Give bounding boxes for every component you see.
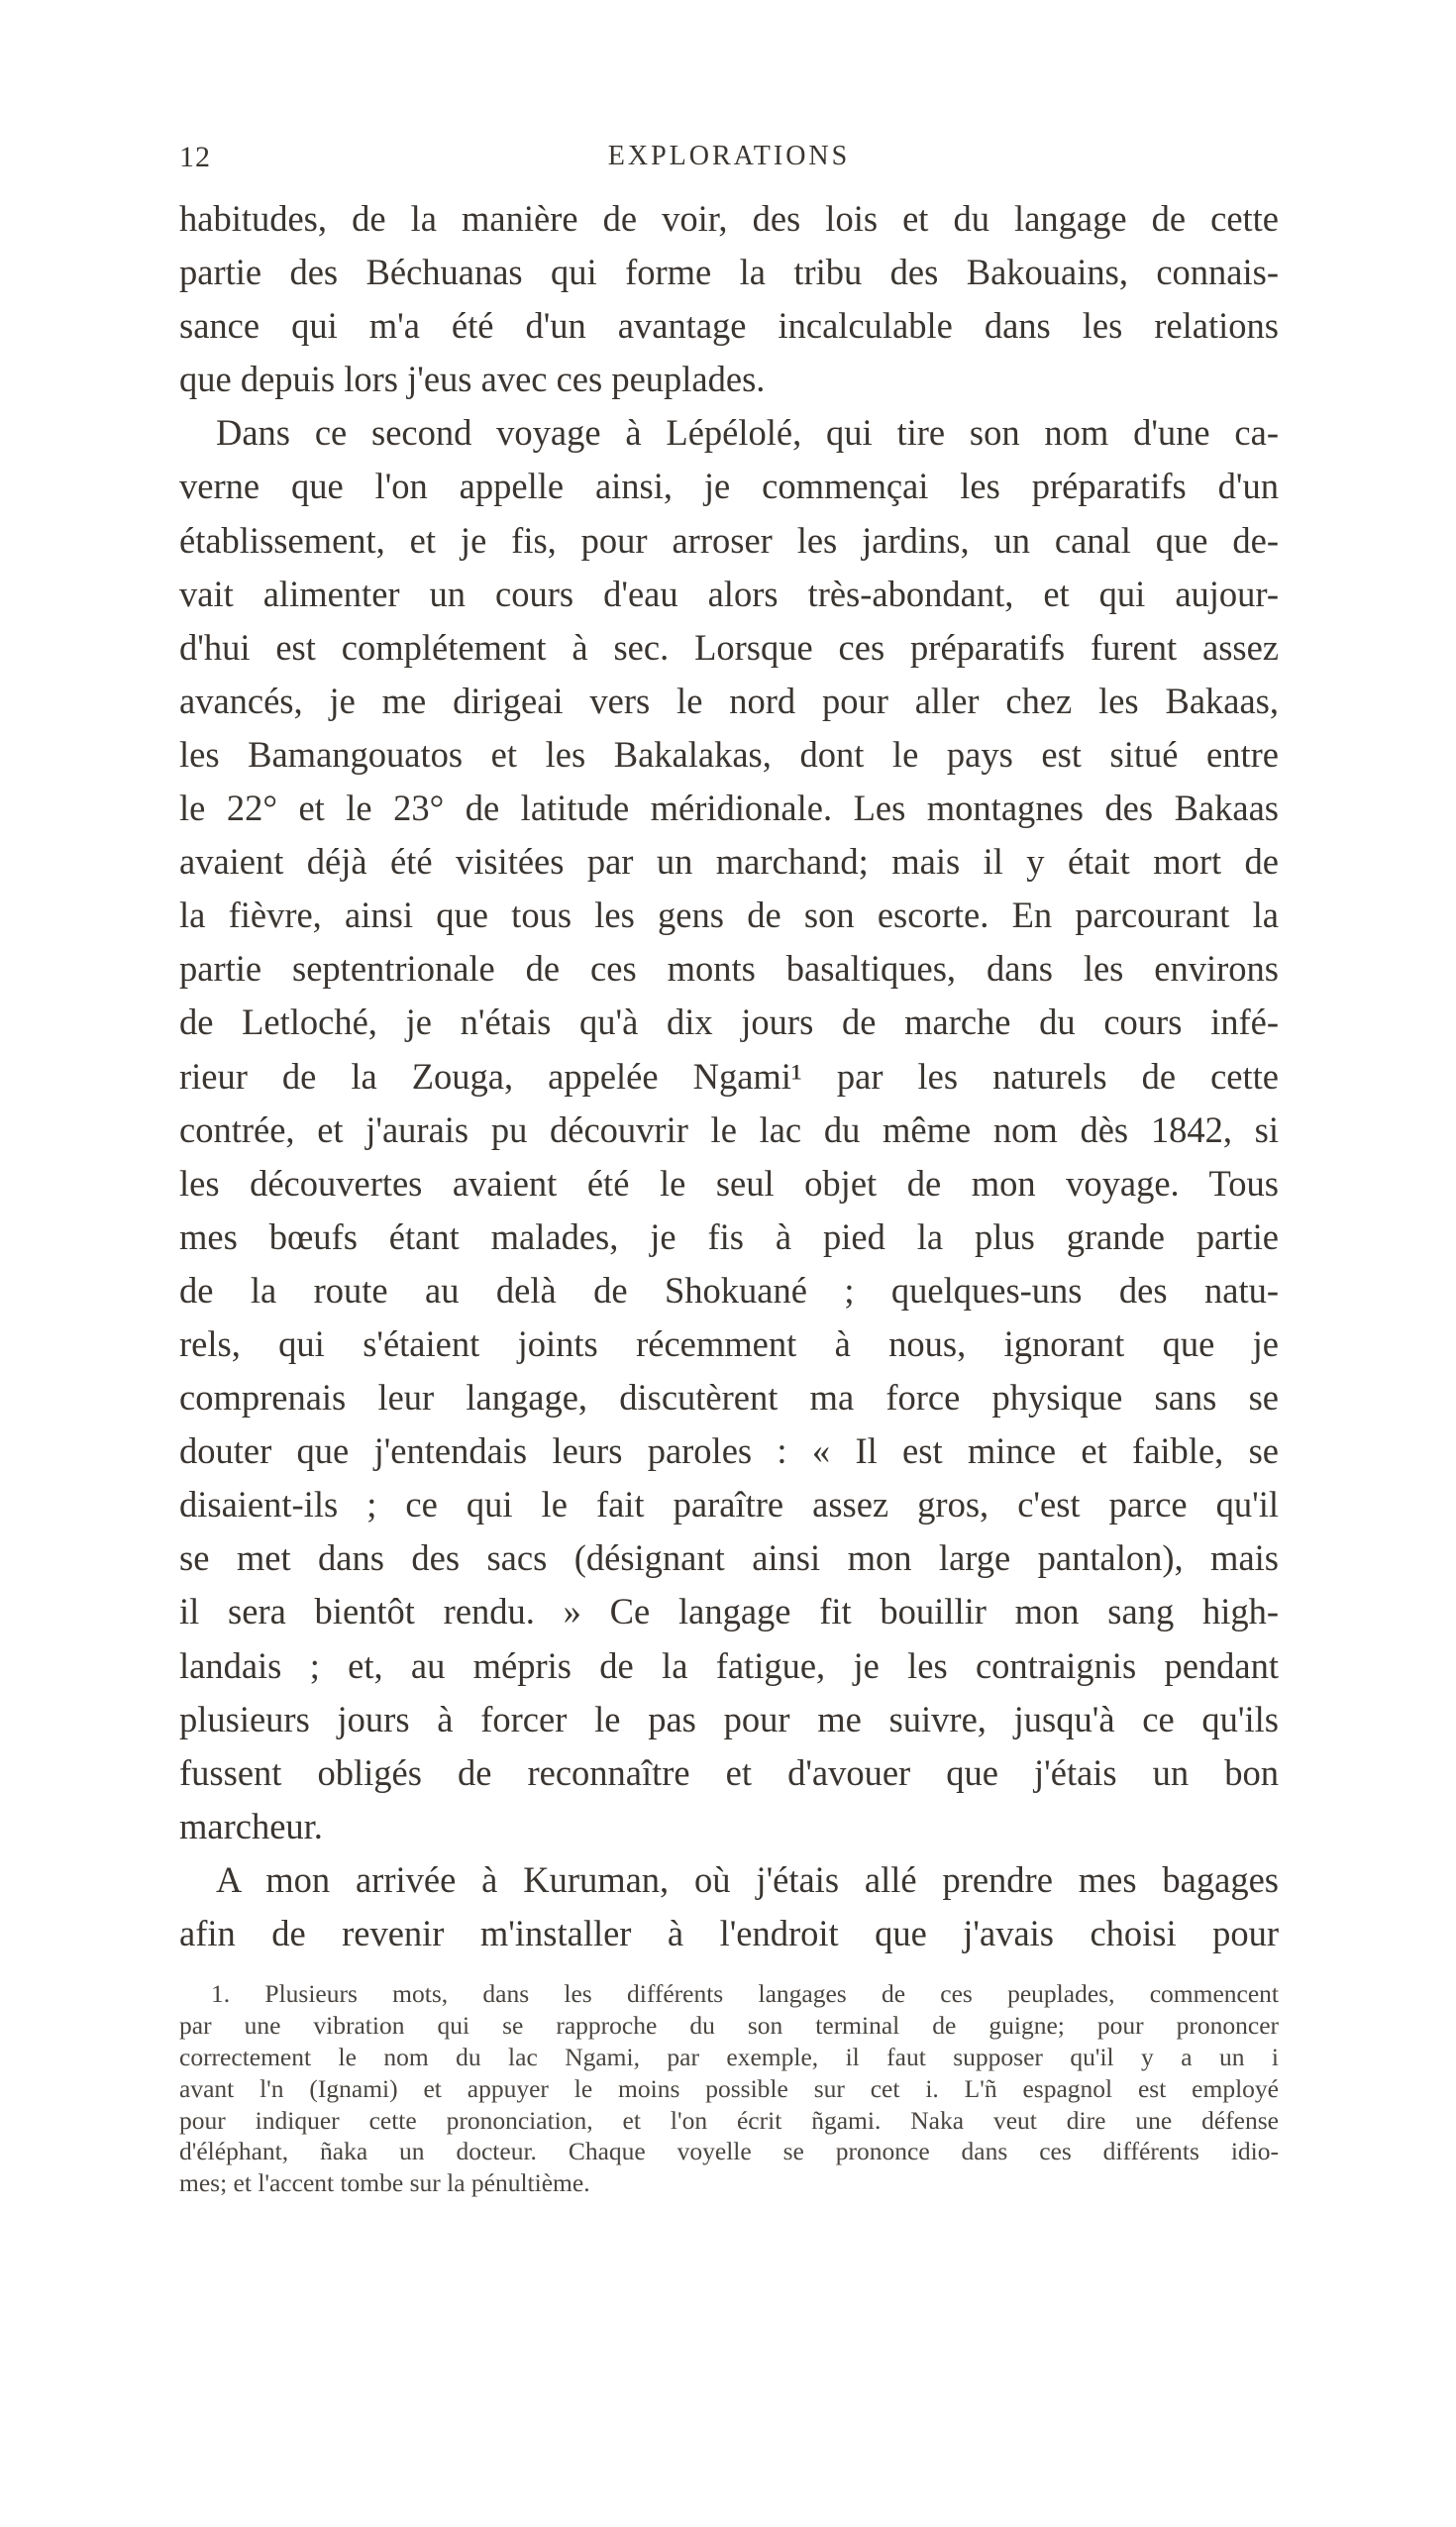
text-line: de la route au delà de Shokuané ; quelques-uns des natu- bbox=[179, 1269, 1279, 1311]
text-line: les Bamangouatos et les Bakalakas, dont le pays est situé entre bbox=[179, 733, 1279, 775]
running-head bbox=[179, 141, 1279, 180]
footnote-line: avant l'n (Ignami) et appuyer le moins possible sur cet i. L'ñ espagnol est employé bbox=[179, 2073, 1279, 2103]
text-line: rieur de la Zouga, appelée Ngami¹ par les naturels de cette bbox=[179, 1055, 1279, 1097]
text-line: douter que j'entendais leurs paroles : « Il est mince et faible, se bbox=[179, 1430, 1279, 1472]
text-line: marcheur. bbox=[179, 1805, 323, 1846]
text-line: disaient-ils ; ce qui le fait paraître assez gros, c'est parce qu'il bbox=[179, 1484, 1279, 1526]
text-line: il sera bientôt rendu. » Ce langage fit bouillir mon sang high- bbox=[179, 1591, 1279, 1632]
footnote-line: 1. Plusieurs mots, dans les différents langages de ces peuplades, commencent bbox=[211, 1979, 1279, 2008]
text-line: Dans ce second voyage à Lépélolé, qui tire son nom d'une ca- bbox=[216, 412, 1279, 454]
text-line: se met dans des sacs (désignant ainsi mon large pantalon), mais bbox=[179, 1537, 1279, 1579]
text-line: rels, qui s'étaient joints récemment à nous, ignorant que je bbox=[179, 1322, 1279, 1364]
text-line: verne que l'on appelle ainsi, je commençai les préparatifs d'un bbox=[179, 466, 1279, 507]
text-line: afin de revenir m'installer à l'endroit que j'avais choisi pour bbox=[179, 1913, 1279, 1953]
footnote-line: correctement le nom du lac Ngami, par exemple, il faut supposer qu'il y a un i bbox=[179, 2042, 1279, 2071]
text-line: plusieurs jours à forcer le pas pour me suivre, jusqu'à ce qu'ils bbox=[179, 1698, 1279, 1739]
text-line: comprenais leur langage, discutèrent ma force physique sans se bbox=[179, 1377, 1279, 1419]
text-line: habitudes, de la manière de voir, des lois et du langage de cette bbox=[179, 198, 1279, 239]
text-line: A mon arrivée à Kuruman, où j'étais allé prendre mes bagages bbox=[216, 1858, 1279, 1900]
text-line: d'hui est complétement à sec. Lorsque ces préparatifs furent assez bbox=[179, 626, 1279, 668]
text-line: de Letloché, je n'étais qu'à dix jours de marche du cours infé- bbox=[179, 1001, 1279, 1043]
text-line: les découvertes avaient été le seul objet de mon voyage. Tous bbox=[179, 1162, 1279, 1204]
text-line: contrée, et j'aurais pu découvrir le lac du même nom dès 1842, si bbox=[179, 1108, 1279, 1150]
text-line: landais ; et, au mépris de la fatigue, je les contraignis pendant bbox=[179, 1644, 1279, 1686]
footnote-line: d'éléphant, ñaka un docteur. Chaque voyelle se prononce dans ces différents idio- bbox=[179, 2137, 1279, 2166]
page-number: 12 bbox=[179, 141, 211, 173]
text-line: fussent obligés de reconnaître et d'avouer que j'étais un bon bbox=[179, 1751, 1279, 1793]
text-line: avancés, je me dirigeai vers le nord pour aller chez les Bakaas, bbox=[179, 680, 1279, 721]
text-line: le 22° et le 23° de latitude méridionale. Les montagnes des Bakaas bbox=[179, 788, 1279, 829]
body-text bbox=[179, 192, 1279, 1960]
text-line: établissement, et je fis, pour arroser les jardins, un canal que de- bbox=[179, 519, 1279, 561]
text-line: la fièvre, ainsi que tous les gens de son escorte. En parcourant la bbox=[179, 895, 1279, 936]
text-line: vait alimenter un cours d'eau alors très-abondant, et qui aujour- bbox=[179, 573, 1279, 614]
text-line: avaient déjà été visitées par un marchand; mais il y était mort de bbox=[179, 841, 1279, 883]
text-line: que depuis lors j'eus avec ces peuplades. bbox=[179, 359, 766, 400]
text-line: mes bœufs étant malades, je fis à pied la plus grande partie bbox=[179, 1215, 1279, 1257]
running-title: EXPLORATIONS bbox=[607, 141, 851, 171]
footnote-line: mes; et l'accent tombe sur la pénultième. bbox=[179, 2168, 590, 2198]
footnote bbox=[179, 1978, 1279, 2199]
text-line: partie des Béchuanas qui forme la tribu des Bakouains, connais- bbox=[179, 252, 1279, 293]
footnote-line: pour indiquer cette prononciation, et l'on écrit ñgami. Naka veut dire une défense bbox=[179, 2105, 1279, 2135]
text-line: sance qui m'a été d'un avantage incalculable dans les relations bbox=[179, 305, 1279, 347]
text-line: partie septentrionale de ces monts basaltiques, dans les environs bbox=[179, 948, 1279, 990]
footnote-line: par une vibration qui se rapproche du son terminal de guigne; pour prononcer bbox=[179, 2010, 1279, 2040]
